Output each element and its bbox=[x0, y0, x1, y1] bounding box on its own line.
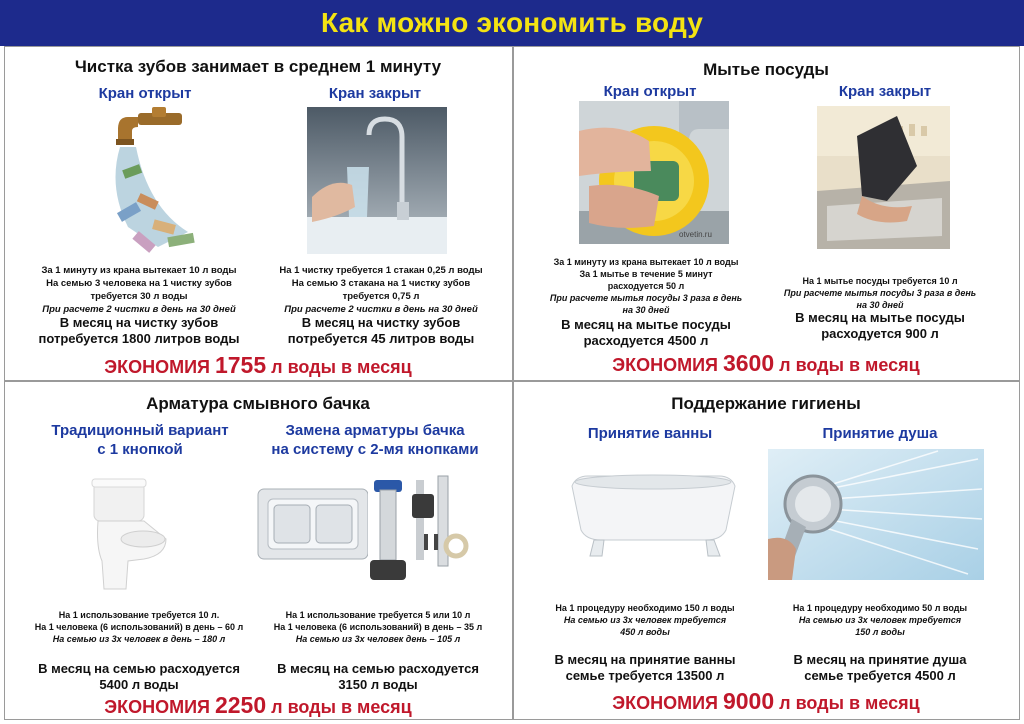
tank-replacement-text: На 1 использование требуется 5 или 10 л На 1 человека (6 использований) в день – 35 л На семью из 3х человек день – 105 л bbox=[273, 610, 483, 644]
dishes-closed-label: Кран закрыт bbox=[838, 83, 932, 100]
dishes-watermark: otvetin.ru bbox=[679, 230, 712, 239]
glass-tap-image bbox=[307, 107, 447, 254]
dishes-open-text: За 1 минуту из крана вытекает 10 л воды За 1 мытье в течение 5 минут расходуется 50 л При расчете мытья посуды 3 раза в день на 30 дней bbox=[549, 257, 743, 315]
dual-button-panel-image bbox=[256, 477, 370, 562]
dishes-closed-text: На 1 мытье посуды требуется 10 л При расчете мытья посуды 3 раза в день на 30 дней bbox=[783, 276, 977, 310]
teeth-closed-month: В месяц на чистку зубов потребуется 45 литров воды bbox=[287, 315, 475, 346]
teeth-closed-label: Кран закрыт bbox=[328, 85, 422, 102]
teeth-title: Чистка зубов занимает в среднем 1 минуту bbox=[74, 57, 442, 76]
hygiene-bath-label: Принятие ванны bbox=[587, 425, 713, 442]
toilet-image bbox=[88, 477, 170, 597]
horizontal-divider bbox=[4, 380, 1020, 382]
dishes-title: Мытье посуды bbox=[703, 60, 829, 79]
tank-traditional-label: Традиционный вариант с 1 кнопкой bbox=[51, 422, 229, 458]
hygiene-shower-month: В месяц на принятие душа семье требуется 4500 л bbox=[793, 652, 967, 683]
dishes-open-label: Кран открыт bbox=[603, 83, 697, 100]
hygiene-economy: ЭКОНОМИЯ 9000 л воды в месяц bbox=[612, 688, 920, 714]
tank-title: Арматура смывного бачка bbox=[146, 394, 370, 413]
tank-traditional-month: В месяц на семью расходуется 5400 л воды bbox=[38, 661, 240, 692]
vertical-divider bbox=[512, 46, 514, 720]
teeth-open-label: Кран открыт bbox=[98, 85, 192, 102]
hygiene-bath-month: В месяц на принятие ванны семье требуется 13500 л bbox=[554, 652, 736, 683]
tank-traditional-text: На 1 использование требуется 10 л. На 1 человека (6 использований) в день – 60 л На семью из 3х человек в день – 180 л bbox=[34, 610, 244, 644]
bathtub-image bbox=[566, 468, 741, 560]
hygiene-shower-label: Принятие душа bbox=[822, 425, 938, 442]
teeth-closed-text: На 1 чистку требуется 1 стакан 0,25 л воды На семью 3 стакана на 1 чистку зубов требуется 0,75 л При расчете 2 чистки в день на 30 дней bbox=[279, 265, 483, 315]
cistern-mechanism-image bbox=[368, 470, 490, 600]
dishes-closed-month: В месяц на мытье посуды расходуется 900 л bbox=[795, 310, 965, 341]
teeth-open-text: За 1 минуту из крана вытекает 10 л воды На семью 3 человека на 1 чистку зубов требуется 30 л воды При расчете 2 чистки в день на 30 дней bbox=[41, 265, 237, 315]
dishes-economy: ЭКОНОМИЯ 3600 л воды в месяц bbox=[612, 350, 920, 376]
tank-replacement-month: В месяц на семью расходуется 3150 л воды bbox=[277, 661, 479, 692]
teeth-economy: ЭКОНОМИЯ 1755 л воды в месяц bbox=[104, 352, 412, 378]
money-tap-image bbox=[78, 107, 211, 257]
dishes-tap-open-image bbox=[579, 101, 729, 244]
hygiene-title: Поддержание гигиены bbox=[671, 394, 861, 413]
tank-economy: ЭКОНОМИЯ 2250 л воды в месяц bbox=[104, 692, 412, 718]
hygiene-shower-text: На 1 процедуру необходимо 50 л воды На семью из 3х человек требуется 150 л воды bbox=[792, 603, 968, 637]
page-header bbox=[0, 0, 1024, 46]
page-title: Как можно экономить воду bbox=[320, 7, 704, 38]
hygiene-bath-text: На 1 процедуру необходимо 150 л воды На семью из 3х человек требуется 450 л воды bbox=[555, 603, 735, 637]
teeth-open-month: В месяц на чистку зубов потребуется 1800 литров воды bbox=[38, 315, 240, 346]
tank-replacement-label: Замена арматуры бачка на систему с 2-мя кнопками bbox=[271, 422, 479, 458]
shower-image bbox=[768, 449, 984, 580]
dishes-tap-closed-image bbox=[817, 106, 950, 249]
dishes-open-month: В месяц на мытье посуды расходуется 4500 л bbox=[561, 317, 731, 348]
